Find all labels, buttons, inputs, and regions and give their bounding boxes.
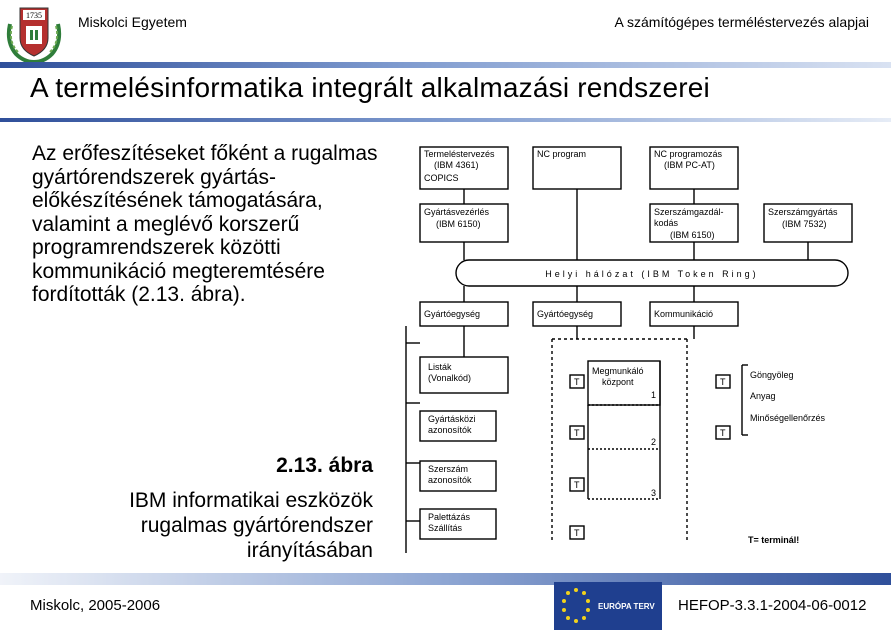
diagram-label: NC programozás [654,149,723,159]
diagram-label: Szállítás [428,523,463,533]
diagram-label: Palettázás [428,512,471,522]
diagram-label: (IBM 6150) [436,219,481,229]
university-crest-icon [4,2,64,64]
cell-number: 2 [651,437,657,447]
diagram-label: (Vonalkód) [428,373,472,383]
footer-bar [0,573,891,585]
crest-year: 1735 [26,11,42,20]
system-diagram [402,143,870,561]
figure-number: 2.13. ábra [276,454,373,477]
slide-title: A termelésinformatika integrált alkalmazási rendszerei [30,72,710,103]
footer-location-date: Miskolc, 2005-2006 [30,597,161,614]
diagram-label: Termeléstervezés [424,149,495,159]
university-name: Miskolci Egyetem [78,14,187,30]
diagram-label: Minőségellenőrzés [750,413,826,423]
terminal-label: T [574,377,580,387]
diagram-label: Gyártóegység [537,309,594,319]
diagram-label: Gyártóegység [424,309,481,319]
eu-logo-text: EURÓPA TERV [598,602,655,611]
diagram-label: Szerszámgyártás [768,207,838,217]
diagram-label: kodás [654,218,679,228]
diagram-label: (IBM 4361) [434,160,479,170]
diagram-label: Kommunikáció [654,309,714,319]
body-paragraph: Az erőfeszítéseket főként a rugalmas gyártórendszerek gyártás-előkészítésének támogatására, valamint a meglévő korszerű programrendszerek közötti kommunikáció megteremtésére fordították (2.13. ábra). [32,142,378,306]
cell-number: 3 [651,488,657,498]
network-label: Helyi hálózat (IBM Token Ring) [545,269,759,279]
header-bar [0,62,891,68]
diagram-label: Anyag [750,391,776,401]
diagram-label: azonosítók [428,425,472,435]
terminal-label: T [574,480,580,490]
terminal-label: T [574,528,580,538]
eu-flag-icon [554,582,662,630]
diagram-label: azonosítók [428,475,472,485]
diagram-label: Szerszám [428,464,469,474]
figure-caption: IBM informatikai eszközök rugalmas gyártórendszer irányításában [129,489,373,562]
terminal-label: T [720,377,726,387]
diagram-label: központ [602,377,634,387]
footer-project-code: HEFOP-3.3.1-2004-06-0012 [678,597,867,614]
diagram-label: Listák [428,362,452,372]
diagram-label: (IBM 6150) [670,230,715,240]
terminal-label: T [720,428,726,438]
diagram-label: Megmunkáló [592,366,644,376]
diagram-label: Göngyöleg [750,370,794,380]
cell-number: 1 [651,390,657,400]
diagram-label: Gyártásvezérlés [424,207,490,217]
diagram-legend: T= terminál! [748,535,800,545]
title-underline [0,118,891,122]
diagram-label: (IBM 7532) [782,219,827,229]
course-title: A számítógépes terméléstervezés alapjai [614,14,869,30]
diagram-label: (IBM PC-AT) [664,160,715,170]
terminal-label: T [574,428,580,438]
diagram-label: Gyártásközi [428,414,476,424]
diagram-label: Szerszámgazdál- [654,207,724,217]
diagram-label: COPICS [424,173,459,183]
diagram-label: NC program [537,149,587,159]
